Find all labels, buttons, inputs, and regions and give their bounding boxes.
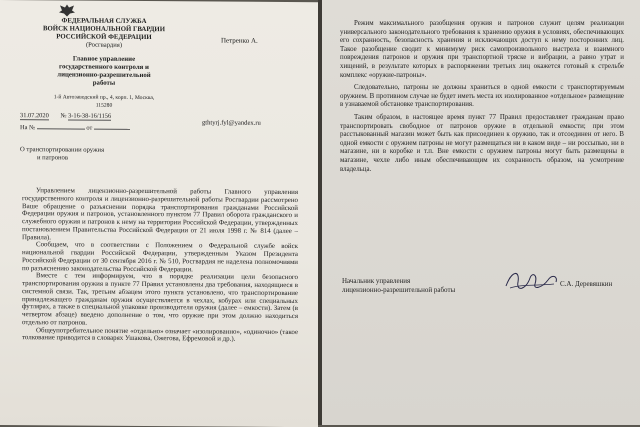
body-paragraph: Таким образом, в настоящее время пункт 77 Правил предоставляет гражданам право транспортировать свободное от патронов оружие в отдельной емкости; при этом расстыкованный магазин может быть как присоединен к оружию, так и отсоединен от него. В одной емкости с оружием патроны не могут размещаться ни в каком виде – ни россыпью, ни в магазине, ни в коробке и т.п. Вне емкости с оружием патроны могут быть размещены в магазине, чехле либо иным обеспечивающим их сохранность образом, на усмотрение владельца. <box>340 113 624 173</box>
reply-label: На № <box>20 124 36 132</box>
dept-line: государственного контроля и <box>59 63 149 72</box>
org-line: (Росгвардия) <box>85 41 123 49</box>
dept-line: лицензионно-разрешительной <box>57 71 151 80</box>
address-line: 1-й Автозаводский пр., 4, корп. 1, Москва, <box>53 94 155 102</box>
signer-title <box>342 277 455 294</box>
letter-number: 3-16-38-16/1156 <box>68 112 112 120</box>
number-label: № <box>60 112 67 120</box>
eagle-emblem-icon <box>58 3 76 17</box>
reply-from-label: от <box>86 124 93 132</box>
signer-name: С.А. Деревяшкин <box>560 280 613 288</box>
org-line: ВОЙСК НАЦИОНАЛЬНОЙ ГВАРДИИ <box>42 25 166 34</box>
reply-line <box>20 124 130 132</box>
dept-header <box>14 55 194 88</box>
date-number-line <box>20 112 111 120</box>
handwritten-signature <box>502 266 562 296</box>
subject-line: и патронов <box>37 154 68 162</box>
letter-page-2 <box>322 0 640 425</box>
body-paragraph: Следовательно, патроны не должны храниться в одной емкости с транспортируемым оружием. В противном случае не будет иметь места их изолированное «отдельное» размещение в узнаваемой обстановке транспортирования. <box>340 84 624 109</box>
recipient-email: gthtyrj.fyl@yandex.ru <box>202 119 261 127</box>
signer-title-line: лицензионно-разрешительной работы <box>342 285 456 294</box>
letter-date: 31.07.2020 <box>20 112 49 120</box>
body-paragraph: Сообщаем, что в соответствии с Положением о Федеральной службе войск национальной гвардии Российской Федерации, утвержденным Указом Президента Российской Федерации от 30 сентября 2016 г. № 510, Росгвардия не наделена полномочиями по разъяснению законодательства Российской Федерации. <box>22 241 298 273</box>
org-header <box>14 17 194 50</box>
address-block <box>14 93 194 110</box>
subject-line: О транспортировании оружия <box>20 146 105 154</box>
body-paragraph: Режим максимального разобщения оружия и патронов служит целям реализации универсального законодательного требования к хранению оружия в условиях, обеспечивающих его сохранность, безопасность хранения и исключающих доступ к нему посторонних лиц. Такое разобщение сводит к минимуму риск самопроизвольного выстрела и взаимного повреждения патронов и оружия при транспортной тряске и вибрации, а равно утрат и хищений, в результате которых в распоряжении третьих лиц окажется готовый к стрельбе комплекс «оружие-патроны». <box>340 20 624 79</box>
dept-line: Главное управление <box>72 55 136 63</box>
letter-page-1 <box>0 0 318 427</box>
recipient-name: Петренко А. <box>221 36 258 45</box>
org-line: ФЕДЕРАЛЬНАЯ СЛУЖБА <box>61 17 147 26</box>
dept-line: работы <box>92 79 116 87</box>
address-line: 115280 <box>95 102 113 109</box>
body-paragraph: Вместе с тем информируем, что в порядке реализации цели безопасного транспортирования оружия в пункте 77 Правил установлены два требования, находящиеся в системной связи. Так, третьим абзацем этого пункта установлено, что транспортирование принадлежащего гражданам оружия осуществляется в чехлах, кобурах или специальных футлярах, а также в специальной упаковке производителя оружия (далее – емкости). Затем (в четвертом абзаце) введено дополнение о том, что оружие при этом должно находиться отдельно от патронов. <box>22 272 298 327</box>
body-paragraph: Управлением лицензионно-разрешительной работы Главного управления государственного контроля и лицензионно-разрешительной работы Росгвардии рассмотрено Ваше обращение о разъяснении порядка транспортирования гражданами Российской Федерации оружия и патронов, установленного пунктом 77 Правил оборота гражданского и служебного оружия и патронов к нему на территории Российской Федерации, утвержденных постановлением Правительства Российской Федерации от 21 июля 1998 г. № 814 (далее – Правила). <box>22 187 298 241</box>
org-line: РОССИЙСКОЙ ФЕДЕРАЦИИ <box>56 33 152 42</box>
body-paragraph: Общеупотребительное понятие «отдельно» означает «изолированно», «одиночно» (такое толкование приводится в словарях Ушакова, Ожегова, Ефремовой и др.). <box>22 326 298 343</box>
letter-body-right <box>340 20 624 174</box>
letter-body-left <box>22 187 298 344</box>
subject-block <box>20 146 104 163</box>
signer-title-line: Начальник управления <box>342 277 411 285</box>
